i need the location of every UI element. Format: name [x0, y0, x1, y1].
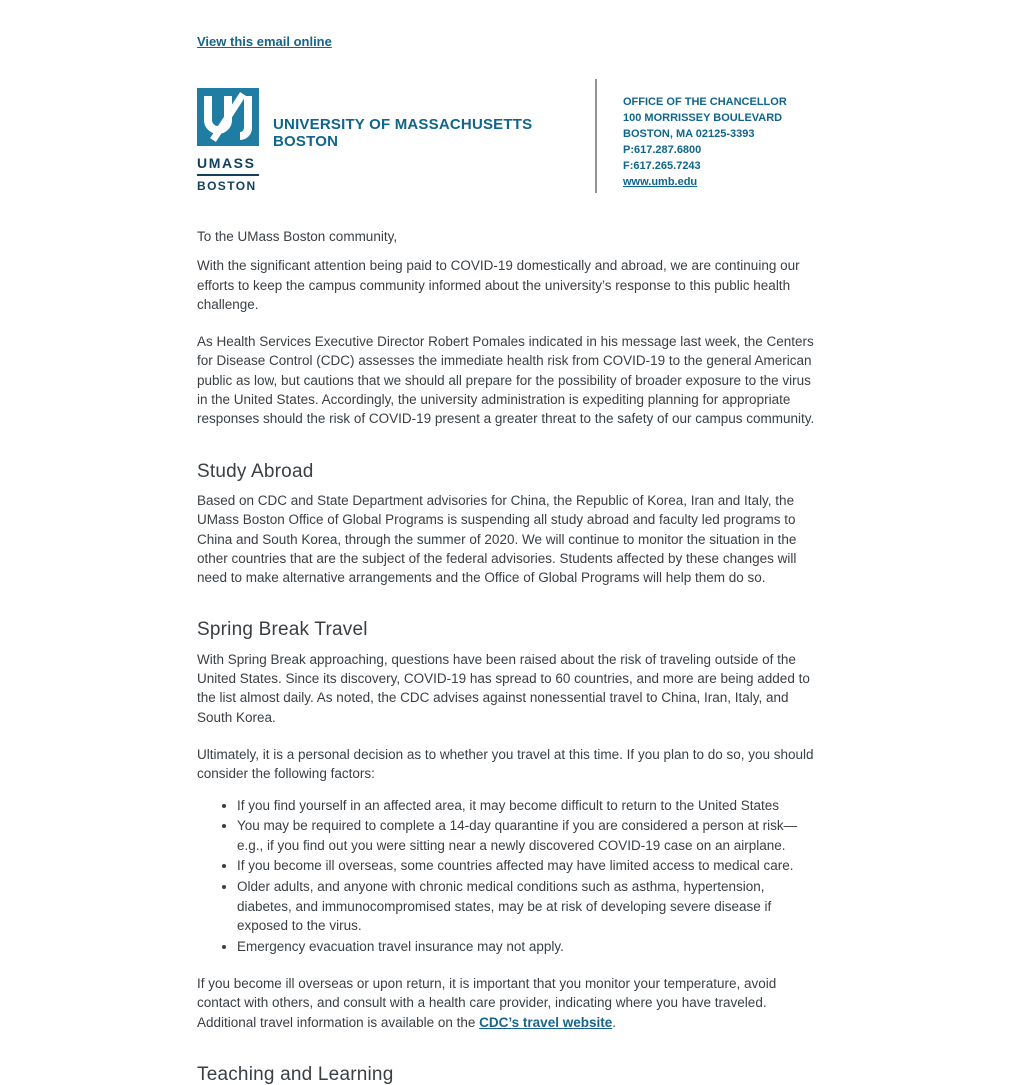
bullet-item: • If you find yourself in an affected area, it may become difficult to return to the United States	[237, 796, 819, 815]
email-container	[197, 0, 819, 1084]
umass-boston-logo-icon	[197, 88, 259, 146]
contact-block	[623, 88, 819, 190]
contact-address-line2: BOSTON, MA 02125-3393	[623, 128, 755, 140]
bullet-item: • Older adults, and anyone with chronic medical conditions such as asthma, hypertension, diabetes, and immunocompromised states, may be at risk of developing severe disease if exposed to the virus.	[237, 877, 819, 935]
letter-body	[197, 227, 819, 1084]
intro-paragraph-2: As Health Services Executive Director Robert Pomales indicated in his message last week, the Centers for Disease Control (CDC) assesses the immediate health risk from COVID-19 to the general American public as low, but cautions that we should all prepare for the possibility of broader exposure to the virus in the United States. Accordingly, the university administration is expediting planning for appropriate responses should the risk of COVID-19 present a greater threat to the safety of our campus community.	[197, 334, 815, 427]
bullet-item: • You may be required to complete a 14-day quarantine if you are considered a person at risk—e.g., if you find out you were sitting near a newly discovered COVID-19 case on an airplane.	[237, 816, 819, 855]
salutation: To the UMass Boston community,	[197, 229, 398, 244]
travel-advice-text-pre: If you become ill overseas or upon return, it is important that you monitor your temperature, avoid contact with others, and consult with a health care provider, indicating where you have traveled. Additional travel information is available on the	[197, 975, 777, 1030]
bullet-item: • Emergency evacuation travel insurance may not apply.	[237, 937, 819, 956]
contact-phone: P:617.287.6800	[623, 144, 702, 156]
cdc-travel-website-link[interactable]: CDC’s travel website	[479, 1014, 613, 1030]
umb-website-link[interactable]: www.umb.edu	[623, 176, 698, 188]
travel-factors-list	[197, 796, 819, 956]
contact-fax: F:617.265.7243	[623, 160, 701, 172]
umass-boston-logo	[197, 88, 273, 193]
contact-office: OFFICE OF THE CHANCELLOR	[623, 96, 787, 108]
view-email-online-link[interactable]: View this email online	[197, 34, 332, 49]
section-heading-spring-break-travel: Spring Break Travel	[197, 619, 368, 641]
university-name: UNIVERSITY OF MASSACHUSETTS BOSTON	[273, 116, 533, 150]
travel-advice-paragraph	[197, 974, 819, 1032]
section-heading-clipped: Teaching and Learning	[197, 1063, 394, 1085]
travel-advice-text-post: .	[612, 1014, 616, 1030]
view-online-bar	[197, 33, 819, 51]
logo-wordmark-umass: UMASS	[197, 155, 259, 176]
logo-wordmark	[197, 155, 259, 193]
spring-break-paragraph-2: Ultimately, it is a personal decision as to whether you travel at this time. If you plan to do so, you should consider the following factors:	[197, 746, 814, 782]
email-header	[197, 88, 819, 193]
contact-address-line1: 100 MORRISSEY BOULEVARD	[623, 112, 783, 124]
study-abroad-paragraph: Based on CDC and State Department advisories for China, the Republic of Korea, Iran and Italy, the UMass Boston Office of Global Programs is suspending all study abroad and faculty led programs to China and South Korea, through the summer of 2020. We will continue to monitor the situation in the other countries that are the subject of the federal advisories. Students affected by these changes will need to make alternative arrangements and the Office of Global Programs will help them do so.	[197, 492, 797, 586]
intro-paragraph-1: With the significant attention being paid to COVID-19 domestically and abroad, we are continuing our efforts to keep the campus community informed about the university’s response to this public health challenge.	[197, 258, 800, 312]
section-heading-study-abroad: Study Abroad	[197, 460, 314, 482]
header-divider	[595, 79, 597, 193]
logo-wordmark-boston: BOSTON	[197, 179, 257, 193]
bullet-item: • If you become ill overseas, some countries affected may have limited access to medical care.	[237, 856, 819, 875]
spring-break-paragraph-1: With Spring Break approaching, questions have been raised about the risk of traveling outside of the United States. Since its discovery, COVID-19 has spread to 60 countries, and more are being added to the list almost daily. As noted, the CDC advises against nonessential travel to China, Iran, Italy, and South Korea.	[197, 651, 810, 725]
